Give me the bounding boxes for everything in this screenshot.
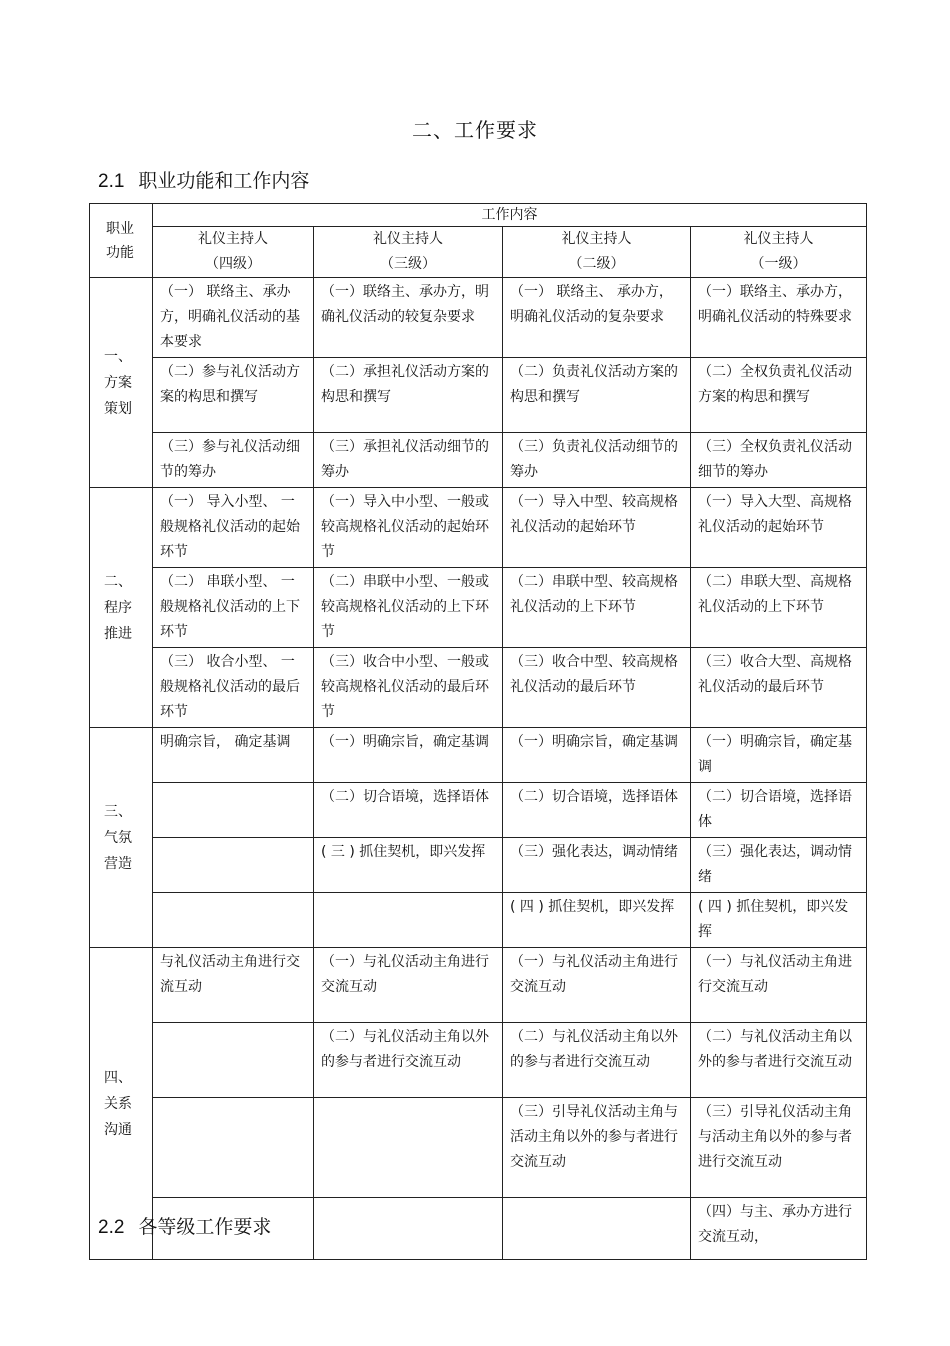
content-cell-level-4: （一） 导入小型、 一般规格礼仪活动的起始环节 [153,488,314,568]
content-cell-level-2: ( 四 ) 抓住契机，即兴发挥 [503,893,691,948]
table-row [90,893,867,948]
content-cell-level-3: （一）联络主、承办方，明确礼仪活动的较复杂要求 [314,278,503,358]
content-cell-level-2: （一）导入中型、较高规格礼仪活动的起始环节 [503,488,691,568]
content-cell-level-1: （三）强化表达，调动情绪 [691,838,867,893]
content-cell-level-3: （二）承担礼仪活动方案的构思和撰写 [314,358,503,433]
section-title: 各等级工作要求 [138,1216,272,1238]
content-cell-level-1: （一）与礼仪活动主角进行交流互动 [691,948,867,1023]
table-row [90,838,867,893]
table-row [90,568,867,648]
content-cell-level-1: ( 四 ) 抓住契机，即兴发挥 [691,893,867,948]
table-row [90,783,867,838]
section-number: 2.1 [98,171,125,192]
content-cell-level-2: （一） 联络主、 承办方，明确礼仪活动的复杂要求 [503,278,691,358]
content-cell-level-4: 与礼仪活动主角进行交流互动 [153,948,314,1023]
function-cell: 四、 关系 沟通 [90,948,153,1260]
header-level-3: 礼仪主持人 （三级） [314,227,503,278]
content-cell-level-1: （三）引导礼仪活动主角与活动主角以外的参与者进行交流互动 [691,1098,867,1198]
content-cell-level-4 [153,838,314,893]
content-cell-level-4 [153,1023,314,1098]
content-cell-level-3: （三）收合中小型、一般或较高规格礼仪活动的最后环节 [314,648,503,728]
content-cell-level-2: （二）串联中型、较高规格礼仪活动的上下环节 [503,568,691,648]
content-cell-level-3: ( 三 ) 抓住契机，即兴发挥 [314,838,503,893]
content-cell-level-4 [153,1098,314,1198]
content-cell-level-4 [153,783,314,838]
content-cell-level-4: （二）参与礼仪活动方案的构思和撰写 [153,358,314,433]
content-cell-level-1: （三）收合大型、高规格礼仪活动的最后环节 [691,648,867,728]
page-title: 二、工作要求 [412,118,538,142]
header-level-4: 礼仪主持人 （四级） [153,227,314,278]
content-cell-level-3: （二）串联中小型、一般或较高规格礼仪活动的上下环节 [314,568,503,648]
content-cell-level-2: （三）引导礼仪活动主角与活动主角以外的参与者进行交流互动 [503,1098,691,1198]
function-cell: 三、 气氛 营造 [90,728,153,948]
content-cell-level-3: （一）明确宗旨，确定基调 [314,728,503,783]
content-cell-level-3: （一）与礼仪活动主角进行交流互动 [314,948,503,1023]
table-row [90,358,867,433]
content-cell-level-4 [153,893,314,948]
content-cell-level-2: （二）切合语境，选择语体 [503,783,691,838]
content-cell-level-3: （二）切合语境，选择语体 [314,783,503,838]
header-level-1: 礼仪主持人 （一级） [691,227,867,278]
function-cell: 二、 程序 推进 [90,488,153,728]
table-row [90,948,867,1023]
content-cell-level-1: （二）切合语境，选择语体 [691,783,867,838]
content-cell-level-4: （三）参与礼仪活动细节的筹办 [153,433,314,488]
content-cell-level-1: （一）联络主、承办方，明确礼仪活动的特殊要求 [691,278,867,358]
content-cell-level-2: （一）明确宗旨，确定基调 [503,728,691,783]
content-cell-level-3 [314,893,503,948]
content-cell-level-3: （二）与礼仪活动主角以外的参与者进行交流互动 [314,1023,503,1098]
content-cell-level-3 [314,1098,503,1198]
header-function-cell: 职业 功能 [90,204,153,278]
header-content-cell: 工作内容 [153,204,867,227]
content-cell-level-2: （二）负责礼仪活动方案的构思和撰写 [503,358,691,433]
function-cell: 一、 方案 策划 [90,278,153,488]
header-row-1 [90,204,867,227]
table-row [90,488,867,568]
content-cell-level-1: （一）明确宗旨，确定基调 [691,728,867,783]
content-cell-level-1: （一）导入大型、高规格礼仪活动的起始环节 [691,488,867,568]
table-row [90,648,867,728]
content-cell-level-2: （三）负责礼仪活动细节的筹办 [503,433,691,488]
content-cell-level-3: （三）承担礼仪活动细节的筹办 [314,433,503,488]
content-cell-level-2: （三）收合中型、较高规格礼仪活动的最后环节 [503,648,691,728]
content-cell-level-4: （一） 联络主、承办方，明确礼仪活动的基本要求 [153,278,314,358]
table-row [90,433,867,488]
content-cell-level-1: （二）与礼仪活动主角以外的参与者进行交流互动 [691,1023,867,1098]
content-cell-level-3: （一）导入中小型、一般或较高规格礼仪活动的起始环节 [314,488,503,568]
header-row-2 [90,227,867,278]
table-row [90,728,867,783]
content-cell-level-4: （二） 串联小型、 一般规格礼仪活动的上下环节 [153,568,314,648]
content-cell-level-4: 明确宗旨， 确定基调 [153,728,314,783]
section-title: 职业功能和工作内容 [138,170,310,192]
content-cell-level-2: （二）与礼仪活动主角以外的参与者进行交流互动 [503,1023,691,1098]
section-heading-2-1 [98,166,309,193]
section-heading-2-2 [98,1212,271,1239]
work-content-table [89,203,867,1260]
table-row [90,1023,867,1098]
table-row [90,1098,867,1198]
content-cell-level-2: （三）强化表达，调动情绪 [503,838,691,893]
content-cell-level-4: （三） 收合小型、 一般规格礼仪活动的最后环节 [153,648,314,728]
header-level-2: 礼仪主持人 （二级） [503,227,691,278]
table-body [90,204,867,1260]
content-cell-level-1: （二）全权负责礼仪活动方案的构思和撰写 [691,358,867,433]
content-cell-level-1: （四）与主、承办方进行交流互动， [691,1198,867,1260]
content-cell-level-1: （二）串联大型、高规格礼仪活动的上下环节 [691,568,867,648]
content-cell-level-2: （一）与礼仪活动主角进行交流互动 [503,948,691,1023]
content-cell-level-3 [314,1198,503,1260]
content-cell-level-2 [503,1198,691,1260]
section-number: 2.2 [98,1217,125,1238]
table-row [90,278,867,358]
content-cell-level-1: （三）全权负责礼仪活动细节的筹办 [691,433,867,488]
